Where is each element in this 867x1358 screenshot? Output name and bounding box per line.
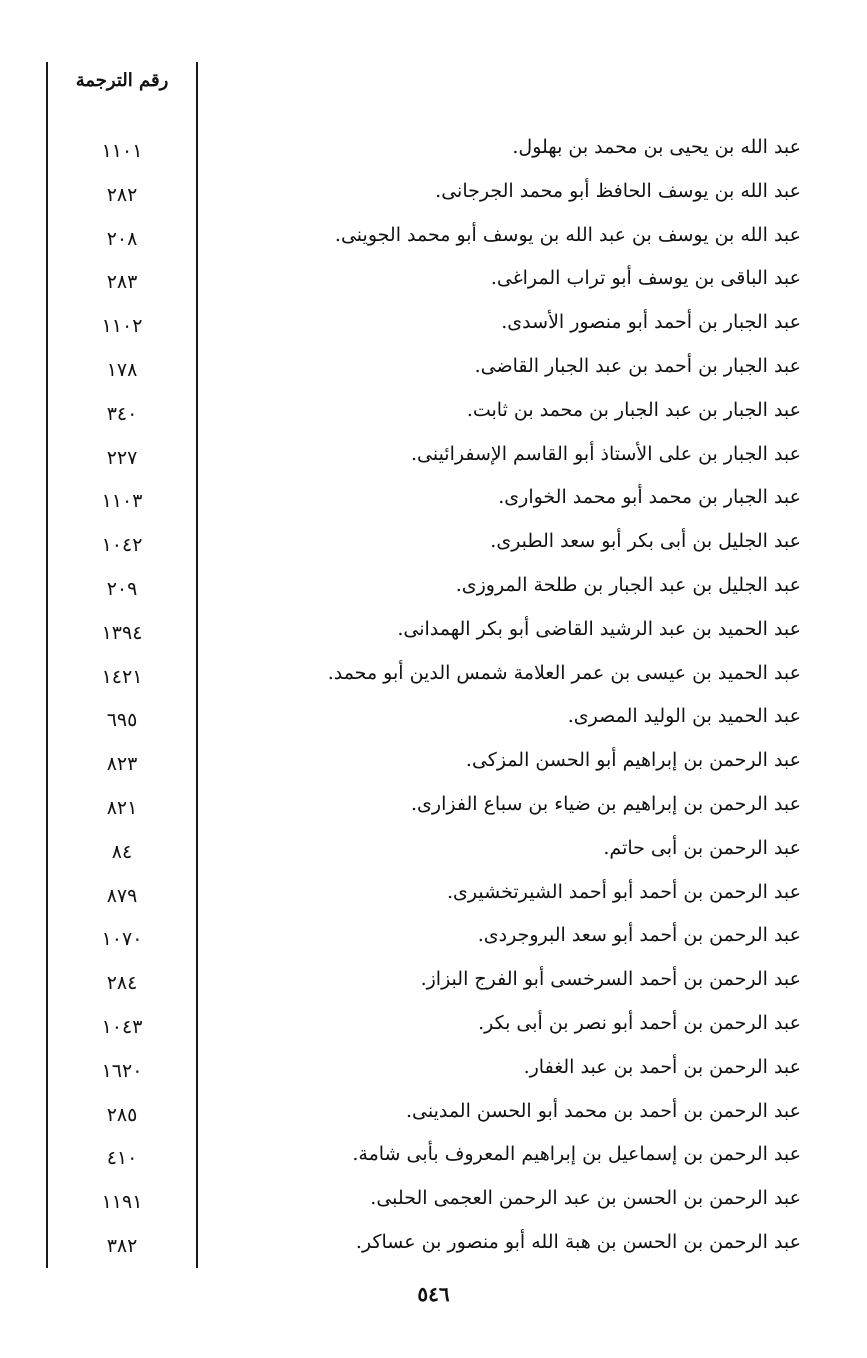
person-name: عبد الجليل بن عبد الجبار بن طلحة المروزى. (455, 573, 801, 596)
person-name: عبد الرحمن بن أحمد أبو نصر بن أبى بكر. (478, 1011, 801, 1034)
index-entry-row (0, 524, 867, 568)
index-entry-row (0, 261, 867, 305)
person-name: عبد الله بن يوسف الحافظ أبو محمد الجرجانى. (435, 179, 801, 202)
index-entry-row (0, 1006, 867, 1050)
index-entry-row (0, 1137, 867, 1181)
number-column-header: رقم الترجمة (75, 70, 169, 91)
index-entries (0, 130, 867, 1269)
index-entry-row (0, 875, 867, 919)
translation-number: ١١٩١ (101, 1191, 143, 1214)
translation-number: ٢٢٧ (106, 446, 138, 469)
translation-number: ٦٩٥ (106, 709, 138, 732)
person-name: عبد الرحمن بن إبراهيم بن ضياء بن سباع الفزارى. (411, 792, 801, 815)
person-name: عبد الرحمن بن أحمد السرخسى أبو الفرج البزاز. (420, 968, 801, 991)
translation-number: ١١٠٣ (101, 490, 143, 513)
person-name: عبد الجبار بن أحمد بن عبد الجبار القاضى. (474, 354, 801, 377)
translation-number: ١١٠٢ (101, 315, 143, 338)
person-name: عبد الرحمن بن أحمد بن محمد أبو الحسن المدينى. (405, 1099, 801, 1122)
index-entry-row (0, 174, 867, 218)
person-name: عبد الرحمن بن إسماعيل بن إبراهيم المعروف بأبى شامة. (352, 1143, 801, 1166)
person-name: عبد الرحمن بن الحسن بن هبة الله أبو منصور بن عساكر. (355, 1230, 801, 1253)
person-name: عبد الجبار بن أحمد أبو منصور الأسدى. (501, 311, 801, 334)
index-entry-row (0, 1094, 867, 1138)
index-entry-row (0, 218, 867, 262)
person-name: عبد الله بن يحيى بن محمد بن بهلول. (512, 136, 801, 158)
person-name: عبد الرحمن بن أبى حاتم. (603, 836, 801, 859)
index-entry-row (0, 437, 867, 481)
person-name: عبد الرحمن بن أحمد بن عبد الغفار. (523, 1055, 801, 1078)
person-name: عبد الجليل بن أبى بكر أبو سعد الطبرى. (490, 530, 801, 553)
person-name: عبد الرحمن بن أحمد أبو سعد البروجردى. (477, 924, 801, 947)
translation-number: ٢٠٨ (106, 227, 138, 250)
index-entry-row (0, 699, 867, 743)
translation-number: ١٠٤٣ (101, 1015, 143, 1038)
person-name: عبد الرحمن بن أحمد أبو أحمد الشيرتخشيرى. (447, 880, 801, 903)
index-entry-row (0, 918, 867, 962)
translation-number: ١٦٢٠ (101, 1059, 143, 1082)
translation-number: ١٣٩٤ (101, 621, 143, 644)
index-entry-row (0, 305, 867, 349)
page-number: ٥٤٦ (417, 1282, 450, 1306)
translation-number: ٢٨٢ (106, 183, 138, 206)
index-entry-row (0, 393, 867, 437)
translation-number: ١٤٢١ (101, 665, 143, 688)
translation-number: ٨٧٩ (106, 884, 138, 907)
index-entry-row (0, 130, 867, 174)
person-name: عبد الحميد بن عيسى بن عمر العلامة شمس الدين أبو محمد. (327, 661, 801, 684)
person-name: عبد الرحمن بن إبراهيم أبو الحسن المزكى. (465, 749, 801, 772)
person-name: عبد الحميد بن الوليد المصرى. (567, 705, 801, 728)
translation-number: ١٠٤٢ (101, 534, 143, 557)
translation-number: ٢٠٩ (106, 577, 138, 600)
index-entry-row (0, 1225, 867, 1269)
translation-number: ٨٢١ (106, 796, 138, 819)
index-entry-row (0, 787, 867, 831)
index-entry-row (0, 349, 867, 393)
index-entry-row (0, 568, 867, 612)
index-entry-row (0, 480, 867, 524)
index-entry-row (0, 1050, 867, 1094)
translation-number: ٢٨٥ (106, 1103, 138, 1126)
index-entry-row (0, 743, 867, 787)
index-entry-row (0, 656, 867, 700)
index-entry-row (0, 1181, 867, 1225)
translation-number: ٣٤٠ (106, 402, 138, 425)
translation-number: ١٠٧٠ (101, 928, 143, 951)
translation-number: ١١٠١ (101, 140, 143, 162)
person-name: عبد الجبار بن محمد أبو محمد الخوارى. (498, 486, 801, 509)
translation-number: ٢٨٣ (106, 271, 138, 294)
index-entry-row (0, 612, 867, 656)
person-name: عبد الجبار بن على الأستاذ أبو القاسم الإسفرائينى. (410, 442, 801, 465)
index-entry-row (0, 962, 867, 1006)
translation-number: ٣٨٢ (106, 1234, 138, 1257)
translation-number: ٤١٠ (106, 1147, 138, 1170)
translation-number: ٨٢٣ (106, 753, 138, 776)
person-name: عبد الجبار بن عبد الجبار بن محمد بن ثابت. (466, 398, 801, 421)
person-name: عبد الحميد بن عبد الرشيد القاضى أبو بكر الهمدانى. (397, 617, 801, 640)
person-name: عبد الله بن يوسف بن عبد الله بن يوسف أبو محمد الجوينى. (334, 223, 801, 246)
person-name: عبد الرحمن بن الحسن بن عبد الرحمن العجمى الحلبى. (370, 1187, 801, 1210)
translation-number: ١٧٨ (106, 358, 138, 381)
index-entry-row (0, 831, 867, 875)
translation-number: ٢٨٤ (106, 972, 138, 995)
person-name: عبد الباقى بن يوسف أبو تراب المراغى. (490, 267, 801, 290)
translation-number: ٨٤ (111, 840, 133, 863)
